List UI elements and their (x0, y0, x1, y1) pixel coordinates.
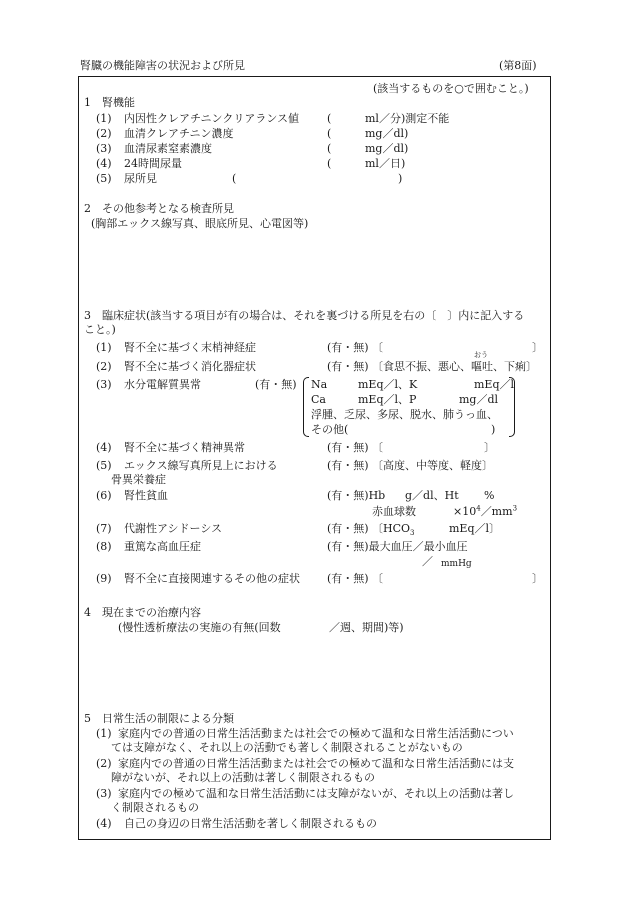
section-4-title: 4 現在までの治療内容 (84, 606, 201, 619)
section-3-title: 3 臨床症状(該当する項目が有の場合は、それを裏づける所見を右の〔 〕内に記入する (84, 309, 525, 322)
instruction: (該当するものを○で囲むこと。) (373, 82, 529, 95)
section-5-title: 5 日常生活の制限による分類 (84, 712, 234, 725)
section-2-title: 2 その他参考となる検査所見 (84, 202, 234, 215)
hco3-label: 〔$HCO_3$ (372, 522, 415, 538)
page-number: (第8面) (499, 59, 537, 72)
electrolyte-left-bracket (303, 377, 309, 437)
form-title: 腎臓の機能障害の状況および所見 (80, 59, 245, 72)
ruby-text: おう (474, 351, 488, 359)
rbc-unit: $\times 10^4/mm^3$ (453, 504, 518, 518)
section-1-title: 1 腎機能 (84, 96, 135, 109)
section-3-title-cont: こと。) (84, 323, 116, 336)
section-2-subtitle: (胸部エックス線写真、眼底所見、心電図等) (91, 217, 309, 230)
